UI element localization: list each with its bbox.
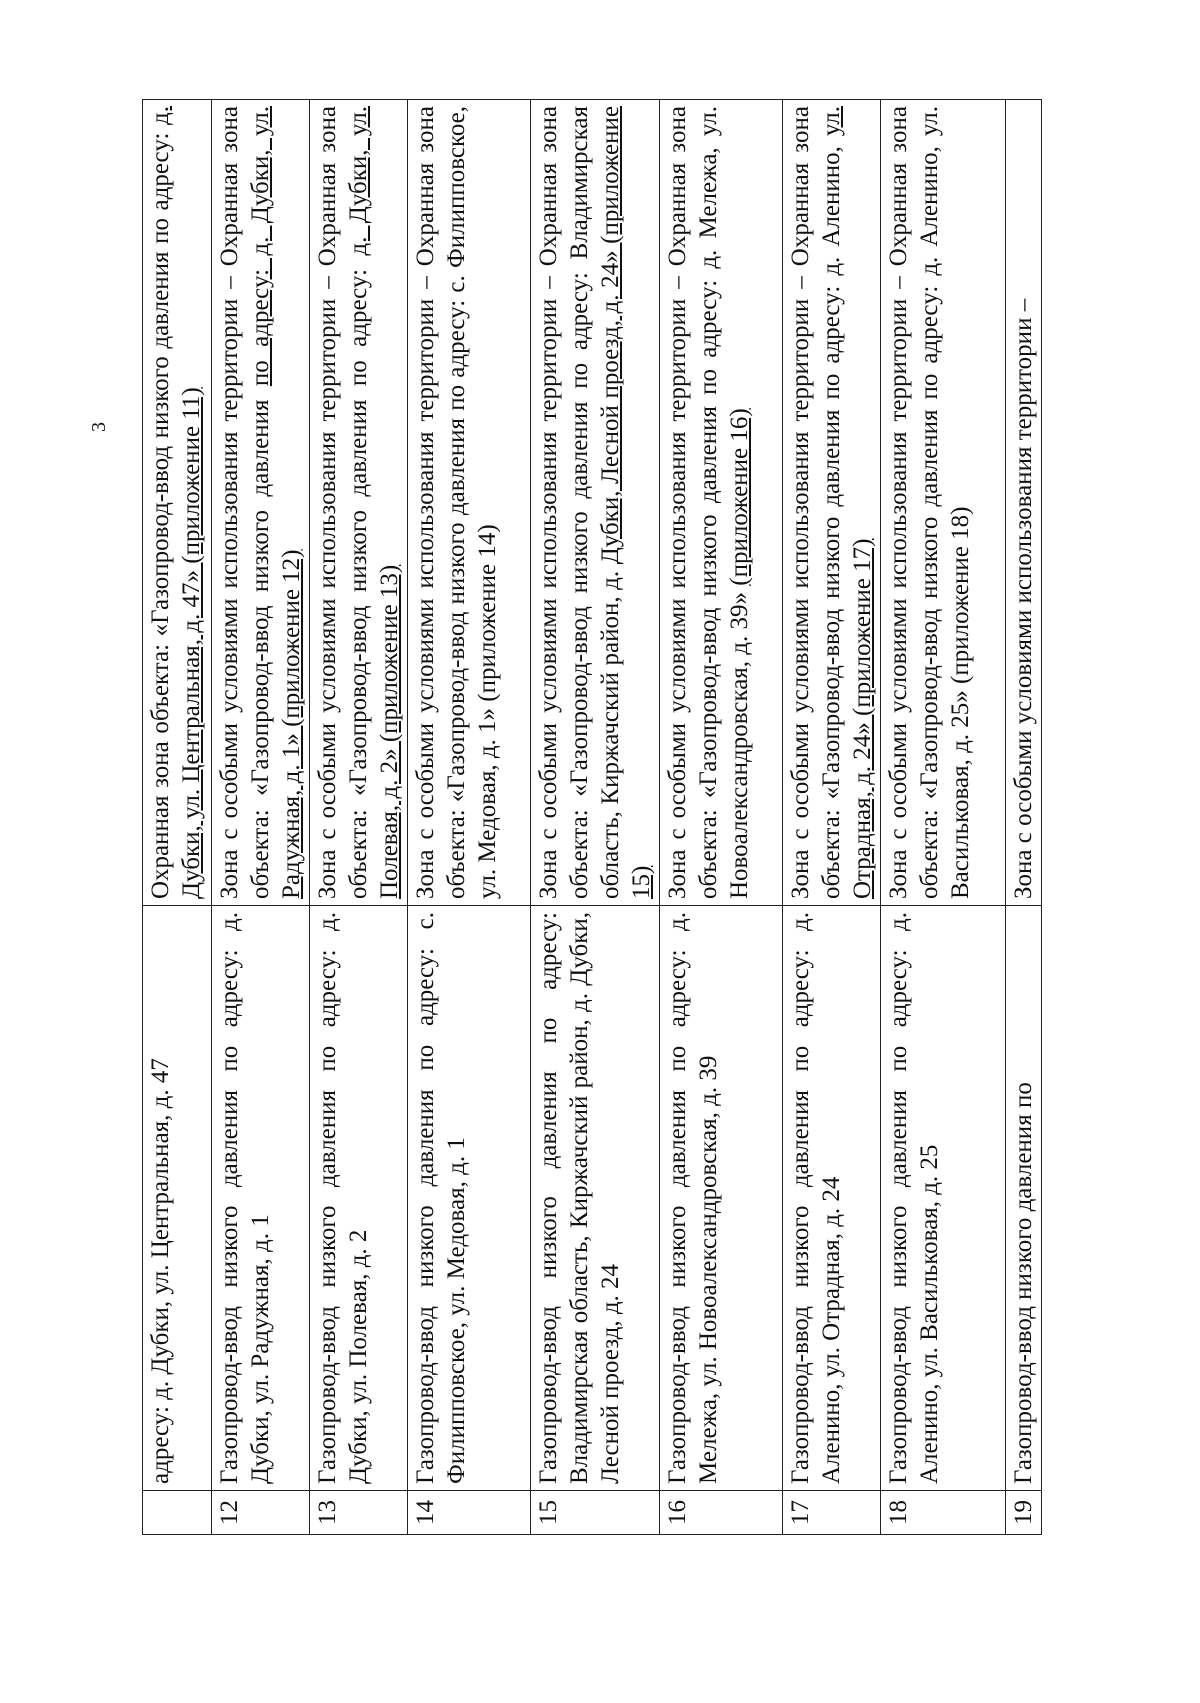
zone-text: Зона с особыми условиями использования территории – Охранная зона объекта: «Газопровод-ввод низкого давления	[216, 106, 274, 899]
row-number: 16	[660, 1491, 783, 1535]
page-number: 3	[88, 422, 110, 432]
object-cell: Газопровод-ввод низкого давления по адресу: д. Мележа, ул. Новоалександровская, д. 39	[660, 906, 783, 1491]
row-number: 17	[783, 1491, 881, 1535]
zone-cell	[881, 100, 1006, 906]
table-row	[143, 100, 212, 1535]
object-cell: Газопровод-ввод низкого давления по адресу: с. Филипповское, ул. Медовая, д. 1	[408, 906, 531, 1491]
object-cell: Газопровод-ввод низкого давления по адресу: Владимирская область, Киржачский район, д. Дубки, Лесной проезд, д. 24	[531, 906, 660, 1491]
object-cell: Газопровод-ввод низкого давления по	[1006, 906, 1042, 1491]
table-row	[881, 100, 1006, 1535]
zone-text: Зона с особыми условиями использования территории – Охранная зона объекта: «Газопровод-ввод низкого давления по адресу: с. Филипповское, ул. Медовая, д. 1» (приложение 14)	[412, 106, 501, 899]
row-number: 19	[1006, 1491, 1042, 1535]
zone-text: Зона с особыми условиями использования территории – Охранная зона объекта: «Газопровод-ввод низкого давления по адресу: Владимирская область, Киржачский район, д.	[535, 106, 624, 899]
row-number: 14	[408, 1491, 531, 1535]
zone-cell	[310, 100, 408, 906]
zone-text: Зона с особыми условиями использования территории – Охранная зона объекта: «Газопровод-ввод низкого давления по адресу: д. Аленино, ул. Васильковая, д. 25» (приложение 18)	[885, 106, 974, 899]
table-row	[408, 100, 531, 1535]
zone-cell	[660, 100, 783, 906]
table-row	[660, 100, 783, 1535]
table-row	[310, 100, 408, 1535]
object-cell: Газопровод-ввод низкого давления по адресу: д. Аленино, ул. Отрадная, д. 24	[783, 906, 881, 1491]
zone-text-underlined: (приложение 16)	[726, 408, 753, 586]
zone-cell	[408, 100, 531, 906]
row-number	[143, 1491, 212, 1535]
zone-text: Зона с особыми условиями использования территории – Охранная зона объекта: «Газопровод-ввод низкого давления по адресу: д. Аленино,	[787, 106, 845, 899]
zone-text-underlined: Дубки, Лесной проезд, д. 24» (приложение 15)	[597, 106, 655, 899]
object-cell: адресу: д. Дубки, ул. Центральная, д. 47	[143, 906, 212, 1491]
row-number: 18	[881, 1491, 1006, 1535]
zones-table	[142, 99, 1042, 1535]
zone-cell	[783, 100, 881, 906]
table-row	[1006, 100, 1042, 1535]
rotated-table-container	[142, 100, 1042, 1535]
row-number: 13	[310, 1491, 408, 1535]
table-row	[212, 100, 310, 1535]
zone-text-underlined: ул. Отрадная, д. 24» (приложение 17)	[818, 106, 876, 899]
zone-cell	[531, 100, 660, 906]
row-number: 12	[212, 1491, 310, 1535]
table-row	[531, 100, 660, 1535]
zone-text: Охранная зона объекта: «Газопровод-ввод низкого давления по адресу:	[147, 124, 174, 899]
zone-text-underlined: по адресу: д. Дубки, ул. Радужная, д. 1» (приложение 12)	[247, 106, 305, 899]
object-cell: Газопровод-ввод низкого давления по адресу: д. Дубки, ул. Радужная, д. 1	[212, 906, 310, 1491]
zone-text-underlined: д. Дубки, ул. Центральная, д. 47» (приложение 11)	[147, 106, 205, 899]
zone-cell	[1006, 100, 1042, 906]
object-cell: Газопровод-ввод низкого давления по адресу: д. Аленино, ул. Васильковая, д. 25	[881, 906, 1006, 1491]
zone-text: Зона с особыми условиями использования территории – Охранная зона объекта: «Газопровод-ввод низкого давления по адресу:	[314, 106, 372, 899]
object-cell: Газопровод-ввод низкого давления по адресу: д. Дубки, ул. Полевая, д. 2	[310, 906, 408, 1491]
zone-text: Зона с особыми условиями использования территории – Охранная зона объекта: «Газопровод-ввод низкого давления по адресу: д. Мележа, ул. Новоалександровская, д. 39»	[664, 106, 753, 899]
zone-text: Зона с особыми условиями использования территории –	[1010, 298, 1037, 899]
zone-cell	[143, 100, 212, 906]
zone-cell	[212, 100, 310, 906]
zone-text-underlined: д. Дубки, ул. Полевая, д. 2» (приложение 13)	[345, 106, 403, 899]
table-row	[783, 100, 881, 1535]
row-number: 15	[531, 1491, 660, 1535]
